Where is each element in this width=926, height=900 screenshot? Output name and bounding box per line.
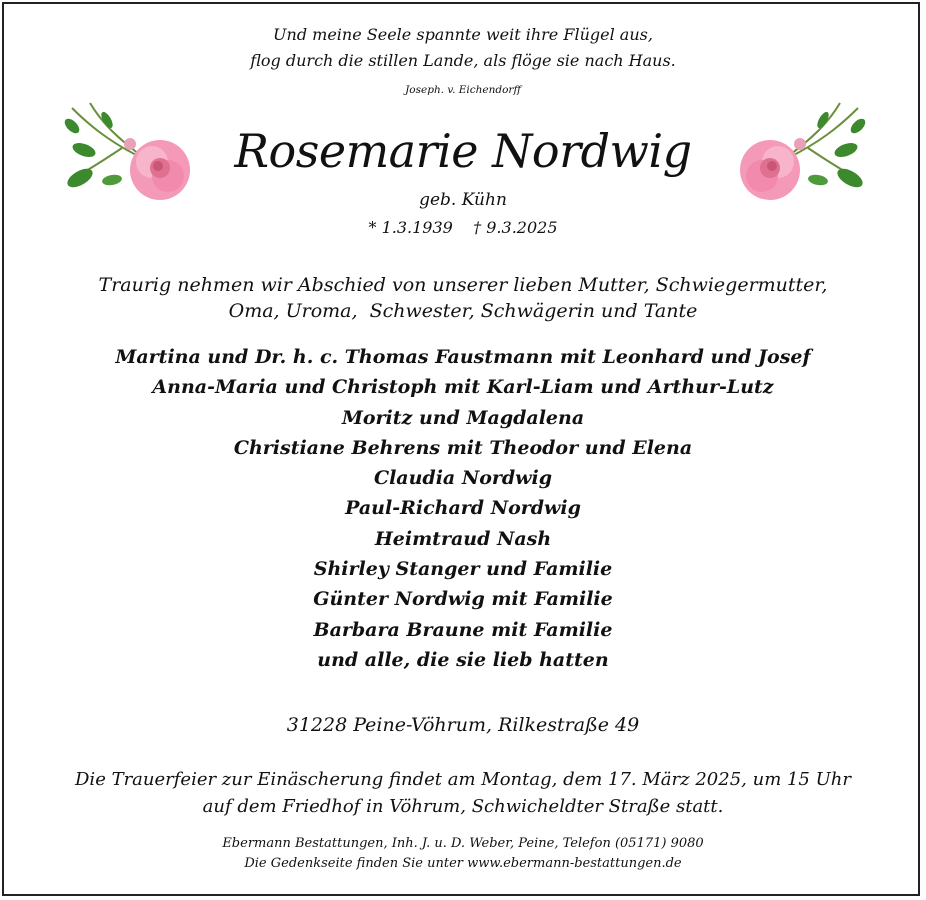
footer-line-1: Ebermann Bestattungen, Inh. J. u. D. Weber, Peine, Telefon (05171) 9080 (222, 836, 704, 851)
mourner-entry: Heimtraud Nash (374, 527, 552, 550)
ceremony-line-2: auf dem Friedhof in Vöhrum, Schwicheldter Straße statt. (202, 796, 724, 817)
epigraph-quote (0, 22, 926, 74)
deceased-name: Rosemarie Nordwig (234, 124, 692, 178)
mourner-entry: Anna-Maria und Christoph mit Karl-Liam und Arthur-Lutz (152, 376, 774, 399)
footer-line-2: Die Gedenkseite finden Sie unter www.ebermann-bestattungen.de (244, 856, 682, 871)
quote-line-2: flog durch die stillen Lande, als flöge sie nach Haus. (250, 51, 676, 70)
funeral-home-footer (0, 834, 926, 874)
life-dates: * 1.3.1939 † 9.3.2025 (368, 218, 558, 237)
mourner-entry: Günter Nordwig mit Familie (313, 588, 613, 611)
intro-line-2: Oma, Uroma, Schwester, Schwägerin und Tante (228, 300, 698, 322)
quote-author: Joseph. v. Eichendorff (405, 84, 521, 96)
mourner-entry: Paul-Richard Nordwig (345, 497, 581, 520)
ceremony-line-1: Die Trauerfeier zur Einäscherung findet am Montag, dem 17. März 2025, um 15 Uhr (75, 769, 851, 790)
mourner-entry: Shirley Stanger und Familie (313, 558, 613, 581)
mourner-entry: Barbara Braune mit Familie (313, 618, 613, 641)
mourner-entry: Martina und Dr. h. c. Thomas Faustmann mit Leonhard und Josef (115, 346, 811, 368)
mourner-entry: Moritz und Magdalena (341, 406, 585, 429)
mourner-entry: Christiane Behrens mit Theodor und Elena (233, 436, 693, 459)
mourner-entry: Claudia Nordwig (373, 467, 553, 490)
mourners-list (0, 342, 926, 675)
farewell-intro (0, 272, 926, 324)
birth-name: geb. Kühn (419, 190, 507, 210)
quote-line-1: Und meine Seele spannte weit ihre Flügel aus, (273, 25, 653, 44)
family-address: 31228 Peine-Vöhrum, Rilkestraße 49 (286, 714, 640, 736)
mourner-entry: und alle, die sie lieb hatten (317, 648, 609, 671)
intro-line-1: Traurig nehmen wir Abschied von unserer lieben Mutter, Schwiegermutter, (98, 274, 828, 296)
ceremony-info (0, 766, 926, 820)
